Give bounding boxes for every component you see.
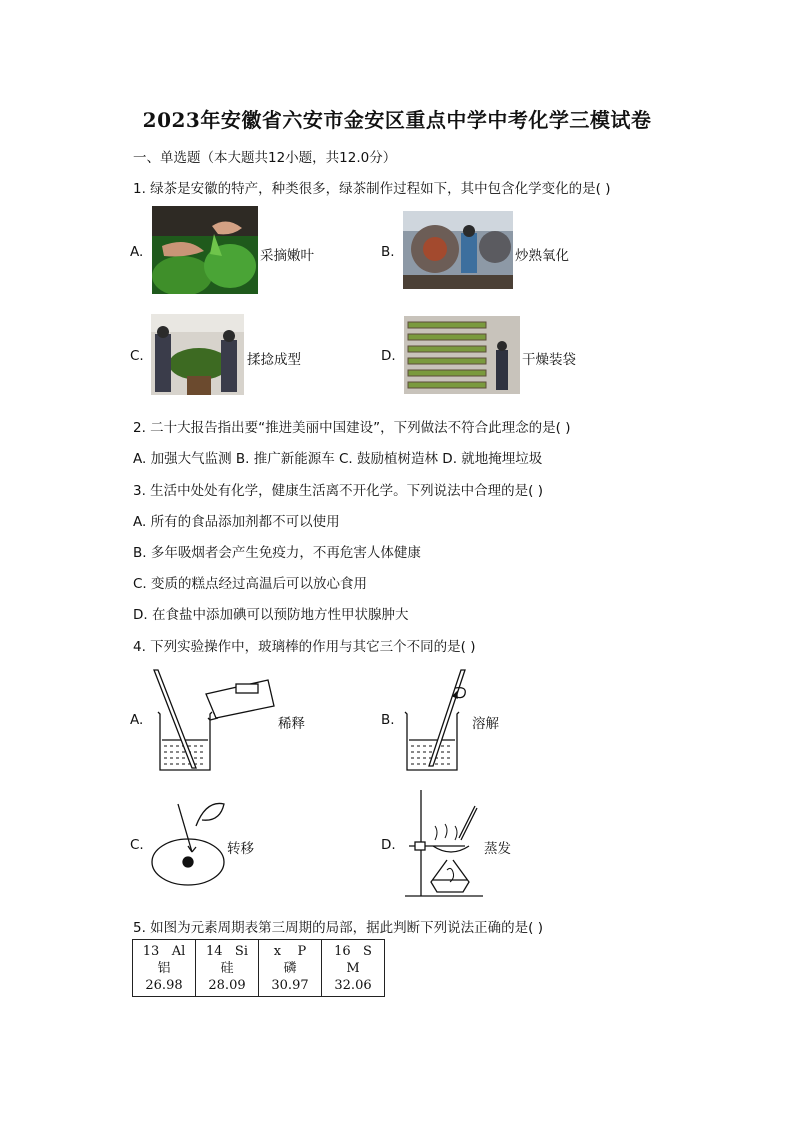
element-cell-s <box>322 940 385 997</box>
q4-option-d-letter: D. <box>381 837 396 853</box>
element-mass: 28.09 <box>208 977 246 993</box>
page-title: 2023年安徽省六安市金安区重点中学中考化学三模试卷 <box>142 108 652 132</box>
tea-roasting-photo <box>403 211 513 289</box>
evaporation-diagram <box>403 788 485 900</box>
q1-stem: 1. 绿茶是安徽的特产，种类很多，绿茶制作过程如下，其中包含化学变化的是( ) <box>133 181 611 197</box>
q3-option-a: A. 所有的食品添加剂都不可以使用 <box>133 514 340 530</box>
tea-picking-photo <box>152 206 258 294</box>
q1-option-c-letter: C. <box>130 348 144 364</box>
q1-option-d-letter: D. <box>381 348 396 364</box>
element-number-symbol: 14 Si <box>205 943 248 959</box>
tea-rolling-photo <box>151 314 244 395</box>
transfer-diagram <box>150 798 230 888</box>
q4-option-a-letter: A. <box>130 712 144 728</box>
element-name: 磷 <box>283 960 297 976</box>
q4-option-a-label: 稀释 <box>278 716 305 732</box>
element-mass: 32.06 <box>334 977 372 993</box>
element-name: M <box>346 960 360 976</box>
q4-option-b-label: 溶解 <box>472 716 499 732</box>
element-cell-si <box>196 940 259 997</box>
section-heading: 一、单选题（本大题共12小题，共12.0分） <box>133 150 397 166</box>
element-mass: 30.97 <box>271 977 309 993</box>
element-name: 铝 <box>157 960 171 976</box>
element-mass: 26.98 <box>145 977 183 993</box>
q4-option-b-letter: B. <box>381 712 395 728</box>
q4-stem: 4. 下列实验操作中，玻璃棒的作用与其它三个不同的是( ) <box>133 639 476 655</box>
q2-options: A. 加强大气监测 B. 推广新能源车 C. 鼓励植树造林 D. 就地掩埋垃圾 <box>133 451 543 467</box>
dilution-diagram <box>150 666 278 774</box>
q3-option-c: C. 变质的糕点经过高温后可以放心食用 <box>133 576 368 592</box>
dissolving-diagram <box>401 666 471 774</box>
q4-option-c-label: 转移 <box>227 841 254 857</box>
tea-drying-photo <box>404 316 520 394</box>
element-name: 硅 <box>220 960 234 976</box>
q1-option-d-label: 干燥装袋 <box>522 352 576 368</box>
q1-option-b-letter: B. <box>381 244 395 260</box>
element-number-symbol: x P <box>273 943 307 959</box>
q4-option-c-letter: C. <box>130 837 144 853</box>
q1-option-a-label: 采摘嫩叶 <box>260 248 314 264</box>
q4-option-d-label: 蒸发 <box>484 841 511 857</box>
q1-option-c-label: 揉捻成型 <box>247 352 301 368</box>
q5-stem: 5. 如图为元素周期表第三周期的局部，据此判断下列说法正确的是( ) <box>133 920 543 936</box>
element-number-symbol: 13 Al <box>142 943 186 959</box>
element-number-symbol: 16 S <box>334 943 372 959</box>
periodic-table-excerpt <box>132 939 385 997</box>
element-cell-p <box>259 940 322 997</box>
q2-stem: 2. 二十大报告指出要“推进美丽中国建设”，下列做法不符合此理念的是( ) <box>133 420 571 436</box>
q1-option-b-label: 炒熟氧化 <box>515 248 569 264</box>
q3-option-d: D. 在食盐中添加碘可以预防地方性甲状腺肿大 <box>133 607 409 623</box>
element-cell-al <box>133 940 196 997</box>
q1-option-a-letter: A. <box>130 244 144 260</box>
q3-option-b: B. 多年吸烟者会产生免疫力，不再危害人体健康 <box>133 545 421 561</box>
q3-stem: 3. 生活中处处有化学，健康生活离不开化学。下列说法中合理的是( ) <box>133 483 543 499</box>
